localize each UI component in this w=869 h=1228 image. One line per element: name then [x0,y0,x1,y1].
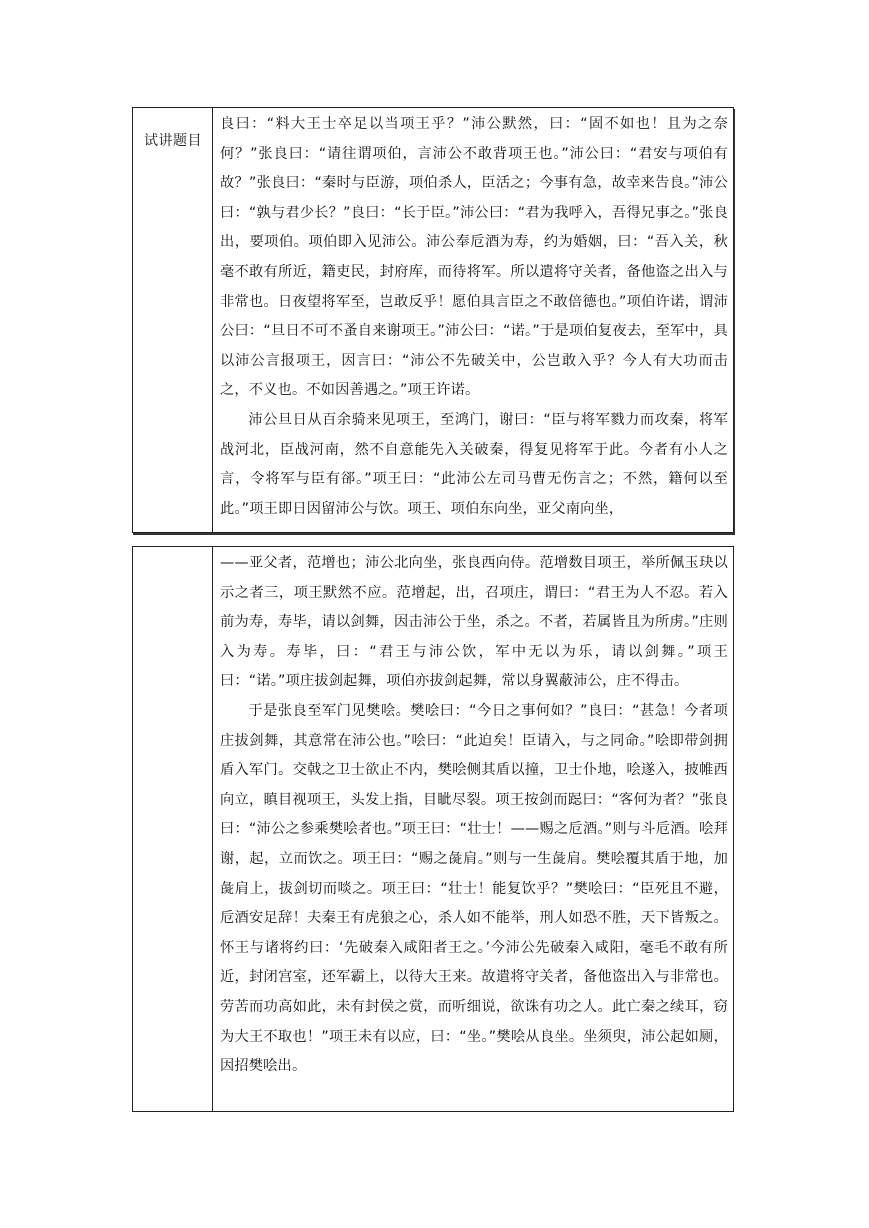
lecture-topic-table-page2 [132,546,734,1112]
paragraph-text: ——亚父者，范增也；沛公北向坐，张良西向侍。范增数目项王，举所佩玉玦以示之者三，项王默然不应。范增起，出，召项庄，谓曰：“君王为人不忍。若入前为寿，寿毕，请以剑舞，因击沛公于坐，杀之。不者，若属皆且为所虏。”庄则入为寿。寿毕，曰：“君王与沛公饮，军中无以为乐，请以剑舞。”项王曰：“诺。”项庄拔剑起舞，项伯亦拔剑起舞，常以身翼蔽沛公，庄不得击。 [220,555,728,690]
lecture-topic-label: 试讲题目 [144,133,202,149]
paragraph-text: 沛公旦日从百余骑来见项王，至鸿门，谢曰：“臣与将军戮力而攻秦，将军战河北，臣战河南，然不自意能先入关破秦，得复见将军于此。今者有小人之言，令将军与臣有郤。”项王曰：“此沛公左司马曹无伤言之；不然，籍何以至此。”项王即日因留沛公与饮。项王、项伯东向坐，亚父南向坐， [220,411,728,517]
label-cell [133,108,213,532]
paragraph-text: 于是张良至军门见樊哙。樊哙曰：“今日之事何如？”良曰：“甚急！今者项庄拔剑舞，其意常在沛公也。”哙曰：“此迫矣！臣请入，与之同命。”哙即带剑拥盾入军门。交戟之卫士欲止不内，樊哙侧其盾以撞，卫士仆地，哙遂入，披帷西向立，瞋目视项王，头发上指，目眦尽裂。项王按剑而跽曰：“客何为者？”张良曰：“沛公之参乘樊哙者也。”项王曰：“壮士！——赐之卮酒。”则与斗卮酒。哙拜谢，起，立而饮之。项王曰：“赐之彘肩。”则与一生彘肩。樊哙覆其盾于地，加彘肩上，拔剑切而啖之。项王曰：“壮士！能复饮乎？”樊哙曰：“臣死且不避，卮酒安足辞！夫秦王有虎狼之心，杀人如不能举，刑人如恐不胜，天下皆叛之。怀王与诸将约曰：‘先破秦入咸阳者王之。’今沛公先破秦入咸阳，毫毛不敢有所近，封闭宫室，还军霸上，以待大王来。故遣将守关者，备他盗出入与非常也。劳苦而功高如此，未有封侯之赏，而听细说，欲诛有功之人。此亡秦之续耳，窃为大王不取也！”项王未有以应，曰：“坐。”樊哙从良坐。坐须臾，沛公起如厕，因招樊哙出。 [220,702,728,1075]
label-cell [133,547,213,1111]
paragraph-text: 良曰：“料大王士卒足以当项王乎？”沛公默然，曰：“固不如也！且为之奈何？”张良曰：“请往谓项伯，言沛公不敢背项王也。”沛公曰：“君安与项伯有故？”张良曰：“秦时与臣游，项伯杀人，臣活之；今事有急，故幸来告良。”沛公曰：“孰与君少长？”良曰：“长于臣。”沛公曰：“君为我呼入，吾得兄事之。”张良出，要项伯。项伯即入见沛公。沛公奉卮酒为寿，约为婚姻，曰：“吾入关，秋毫不敢有所近，籍吏民，封府库，而待将军。所以遣将守关者，备他盗之出入与非常也。日夜望将军至，岂敢反乎！愿伯具言臣之不敢倍德也。”项伯许诺，谓沛公曰：“旦日不可不蚤自来谢项王。”沛公曰：“诺。”于是项伯复夜去，至军中，具以沛公言报项王，因言曰：“沛公不先破关中，公岂敢入乎？今人有大功而击之，不义也。不如因善遇之。”项王许诺。 [220,116,728,399]
content-cell [213,547,733,1111]
lecture-topic-table-page1 [132,107,734,533]
content-cell [213,108,733,532]
